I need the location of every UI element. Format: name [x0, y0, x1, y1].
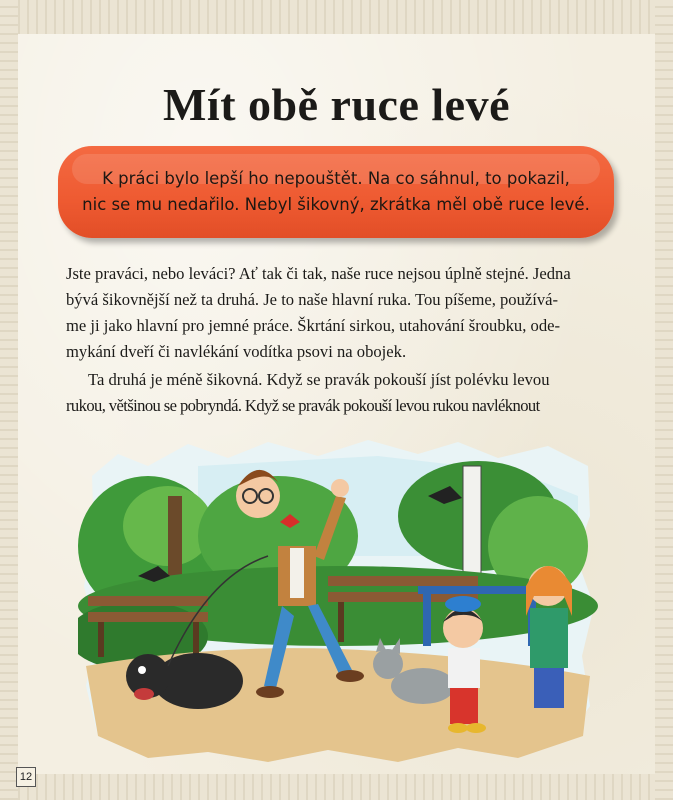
page-title: Mít obě ruce levé: [163, 79, 510, 130]
paragraph-1-line-4: mykání dveří či navlékání vodítka psovi na obojek.: [66, 342, 407, 361]
intro-line-1: K práci bylo lepší ho nepouštět. Na co sáhnul, to pokazil,: [102, 169, 570, 188]
paragraph-1-line-3: me ji jako hlavní pro jemné práce. Škrtání sirkou, utahování šroubku, ode-: [66, 316, 561, 335]
intro-callout-box: [58, 146, 614, 238]
paragraph-2-line-2: rukou, většinou se pobryndá. Když se pravák pokouší levou rukou navléknout: [66, 396, 540, 415]
park-scene-illustration: [78, 436, 598, 766]
paragraph-1-line-1: Jste praváci, nebo leváci? Ať tak či tak, naše ruce nejsou úplně stejné. Jedna: [66, 264, 571, 283]
decorative-bottom-border: [0, 774, 673, 800]
intro-line-2: nic se mu nedařilo. Nebyl šikovný, zkrátka měl obě ruce levé.: [82, 195, 590, 214]
paragraph-1-line-2: bývá šikovnější než ta druhá. Je to naše hlavní ruka. Tou píšeme, používá-: [66, 290, 559, 309]
page-number: 12: [16, 767, 36, 787]
paragraph-2-line-1: Ta druhá je méně šikovná. Když se pravák pokouší jíst polévku levou: [88, 370, 550, 389]
decorative-top-border: [0, 0, 673, 34]
